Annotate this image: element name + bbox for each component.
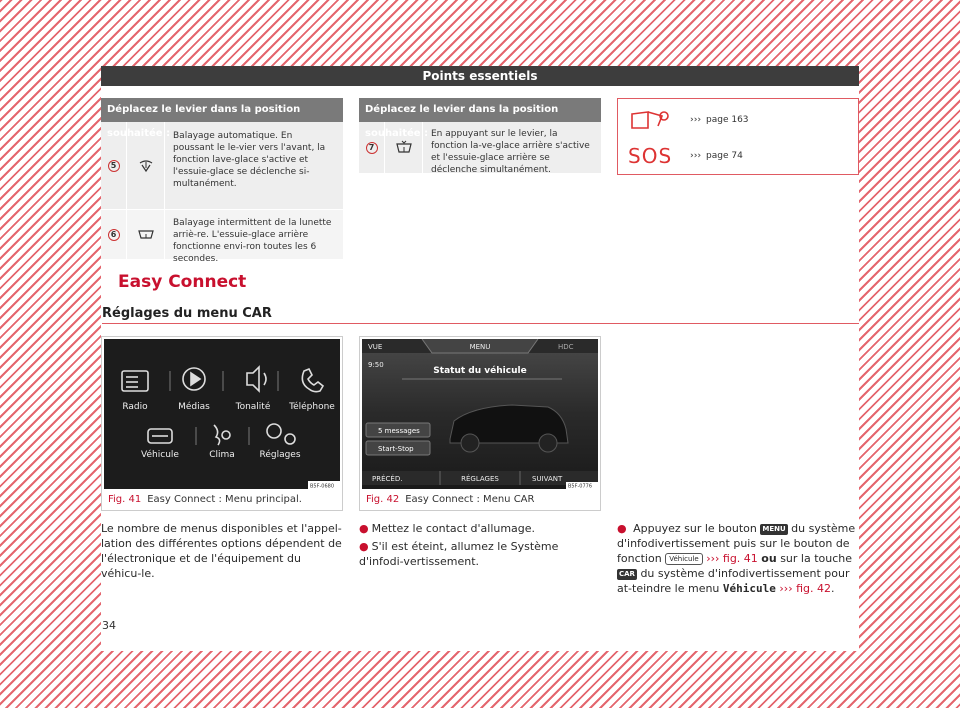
column-1-text: Le nombre de menus disponibles et l'appel-lation des différentes options dépendent de l'électronique et de l'équipement du véhicu-le. — [101, 522, 342, 580]
clock-time: 9:50 — [368, 361, 384, 369]
car-menu-screenshot — [362, 339, 598, 489]
section-subtitle: Réglages du menu CAR — [102, 306, 272, 321]
fig42-link[interactable]: fig. 42 — [796, 582, 831, 595]
table-row — [359, 122, 601, 174]
list-item: ● Mettez le contact d'allumage. — [359, 522, 536, 535]
page-reference-link[interactable]: page 74 — [706, 151, 743, 161]
figure-41 — [101, 336, 343, 511]
table-heading: Déplacez le levier dans la position souhaitée : — [359, 98, 601, 122]
figure-caption: Easy Connect : Menu principal. — [147, 494, 302, 505]
divider — [102, 323, 859, 324]
row-text: Balayage intermittent de la lunette arriè-re. L'essuie-glace arrière fonctionne envi-ron toutes les 6 secondes. — [173, 218, 332, 264]
tab-menu[interactable]: MENU — [469, 343, 491, 351]
rear-washer-icon — [395, 140, 413, 156]
page-reference-link[interactable]: page 163 — [706, 115, 749, 125]
screen-title: Statut du véhicule — [433, 366, 527, 376]
chevron-icon: ››› — [779, 582, 793, 595]
column-3-text: ● Appuyez sur le bouton MENU du système d'infodivertissement puis sur le bouton de fonction Véhicule ››› fig. 41 ou sur la touche CAR du système d'infodivertissement pour at-teindre le menu Véhicule ››› fig. 42. — [617, 522, 856, 595]
tab-hdc[interactable]: HDC — [558, 343, 574, 351]
menu-label-vehicule[interactable]: Véhicule — [141, 450, 179, 460]
figure-number: Fig. 41 — [108, 494, 142, 505]
list-item: ● S'il est éteint, allumez le Système d'infodi-vertissement. — [359, 540, 559, 568]
figure-number: Fig. 42 — [366, 494, 400, 505]
menu-label-medias[interactable]: Médias — [178, 402, 210, 412]
fig41-link[interactable]: fig. 41 — [722, 552, 758, 565]
next-button[interactable]: SUIVANT — [532, 475, 563, 483]
start-stop-button[interactable]: Start-Stop — [378, 445, 414, 453]
table-row — [101, 122, 343, 210]
bullet-icon: ● — [359, 540, 369, 553]
menu-label-tonalite[interactable]: Tonalité — [235, 402, 271, 412]
book-wrench-icon — [628, 108, 674, 132]
page-number: 34 — [102, 619, 116, 632]
menu-label-clima[interactable]: Clima — [209, 450, 235, 460]
figure-42 — [359, 336, 601, 511]
messages-button[interactable]: 5 messages — [378, 427, 420, 435]
header-title: Points essentiels — [101, 66, 859, 86]
settings-button[interactable]: RÉGLAGES — [461, 475, 499, 483]
menu-label-reglages[interactable]: Réglages — [259, 450, 301, 460]
chevron-icon: ››› — [706, 552, 720, 565]
menu-name: Véhicule — [722, 582, 776, 595]
section-title: Easy Connect — [118, 272, 247, 292]
table-heading: Déplacez le levier dans la position souhaitée : — [101, 98, 343, 122]
car-key: CAR — [619, 570, 635, 578]
wiper-table-left — [101, 98, 343, 264]
menu-label-telephone[interactable]: Téléphone — [289, 402, 335, 412]
main-menu-screenshot — [104, 339, 340, 489]
row-number: 7 — [366, 142, 378, 154]
row-number: 5 — [108, 160, 120, 172]
row-text: Balayage automatique. En poussant le le-vier vers l'avant, la fonction lave-glace s'active et l'essuie-glace se déclenche si-multanément. — [173, 131, 326, 189]
menu-key: MENU — [762, 525, 786, 533]
column-2-text — [359, 521, 601, 569]
previous-button[interactable]: PRÉCÉD. — [372, 475, 403, 483]
bullet-icon: ● — [617, 522, 627, 535]
reference-box — [617, 98, 859, 175]
figure-code: B5F-0776 — [568, 483, 593, 489]
row-text: En appuyant sur le levier, la fonction la-ve-glace arrière s'active et l'essuie-glace arrière se déclenche simultanément. — [431, 129, 590, 175]
table-row — [101, 210, 343, 264]
wiper-table-right — [359, 98, 601, 174]
chevron-icon: ››› — [690, 151, 702, 161]
bullet-icon: ● — [359, 522, 369, 535]
vehicule-function-key: Véhicule — [665, 553, 702, 565]
chevron-icon: ››› — [690, 115, 702, 125]
rear-wiper-interval-icon — [137, 229, 155, 241]
figure-caption: Easy Connect : Menu CAR — [405, 494, 535, 505]
menu-label-radio[interactable]: Radio — [122, 402, 148, 412]
figure-code: B5F-0680 — [310, 483, 335, 489]
front-wiper-auto-icon — [138, 159, 154, 173]
tab-vue[interactable]: VUE — [368, 343, 383, 351]
sos-icon: SOS — [628, 144, 673, 168]
row-number: 6 — [108, 229, 120, 241]
